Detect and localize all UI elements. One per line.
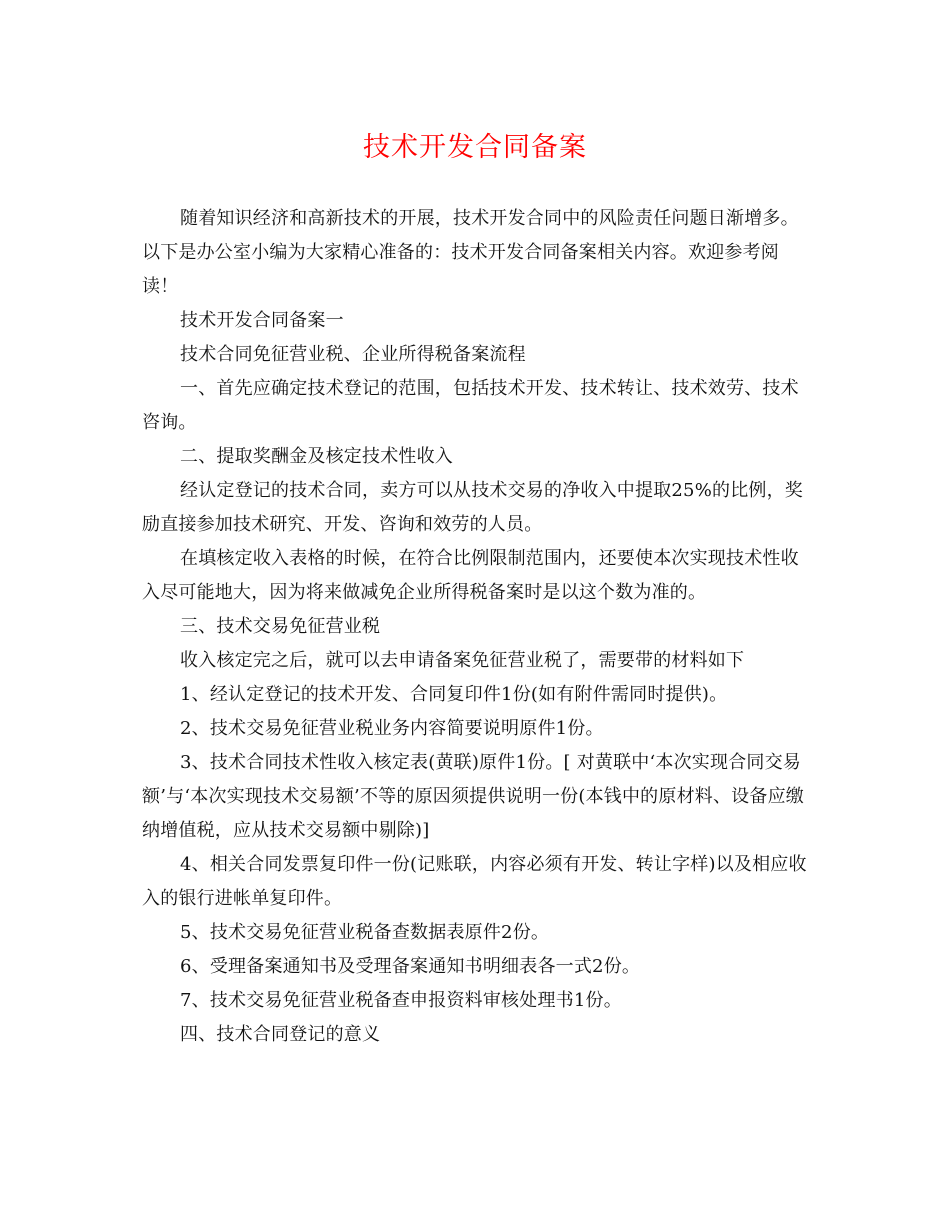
document-title: 技术开发合同备案 <box>363 132 587 163</box>
list-item-5: 5、技术交易免征营业税备查数据表原件2份。 <box>180 922 550 943</box>
list-item-4: 4、相关合同发票复印件一份(记账联，内容必须有开发、转让字样)以及相应收入的银行进帐单复印件。 <box>142 854 807 909</box>
list-item-7: 7、技术交易免征营业税备查申报资料审核处理书1份。 <box>180 990 622 1011</box>
paragraph-intro: 随着知识经济和高新技术的开展，技术开发合同中的风险责任问题日渐增多。以下是办公室小编为大家精心准备的：技术开发合同备案相关内容。欢迎参考阅读！ <box>142 208 799 297</box>
list-item-1: 1、经认定登记的技术开发、合同复印件1份(如有附件需同时提供)。 <box>180 684 728 705</box>
paragraph-step-2: 二、提取奖酬金及核定技术性收入 <box>180 446 453 467</box>
list-item-6: 6、受理备案通知书及受理备案通知书明细表各一式2份。 <box>180 956 641 977</box>
document-body <box>142 202 812 1052</box>
paragraph-step-2-detail-b: 在填核定收入表格的时候，在符合比例限制范围内，还要使本次实现技术性收入尽可能地大，因为将来做减免企业所得税备案时是以这个数为准的。 <box>142 548 799 603</box>
paragraph-process-title: 技术合同免征营业税、企业所得税备案流程 <box>180 344 526 365</box>
paragraph-step-2-detail-a: 经认定登记的技术合同，卖方可以从技术交易的净收入中提取25%的比例，奖励直接参加技术研究、开发、咨询和效劳的人员。 <box>142 480 804 535</box>
paragraph-step-1: 一、首先应确定技术登记的范围，包括技术开发、技术转让、技术效劳、技术咨询。 <box>142 378 799 433</box>
paragraph-step-4: 四、技术合同登记的意义 <box>180 1024 381 1045</box>
list-item-3: 3、技术合同技术性收入核定表(黄联)原件1份。[ 对黄联中‘本次实现合同交易额’与‘本次实现技术交易额’不等的原因须提供说明一份(本钱中的原材料、设备应缴纳增值税，应从技术交易额中剔除)] <box>142 752 804 841</box>
paragraph-step-3-intro: 收入核定完之后，就可以去申请备案免征营业税了，需要带的材料如下 <box>180 650 745 671</box>
list-item-2: 2、技术交易免征营业税业务内容简要说明原件1份。 <box>180 718 604 739</box>
paragraph-step-3: 三、技术交易免征营业税 <box>180 616 381 637</box>
paragraph-section-heading: 技术开发合同备案一 <box>180 310 344 331</box>
